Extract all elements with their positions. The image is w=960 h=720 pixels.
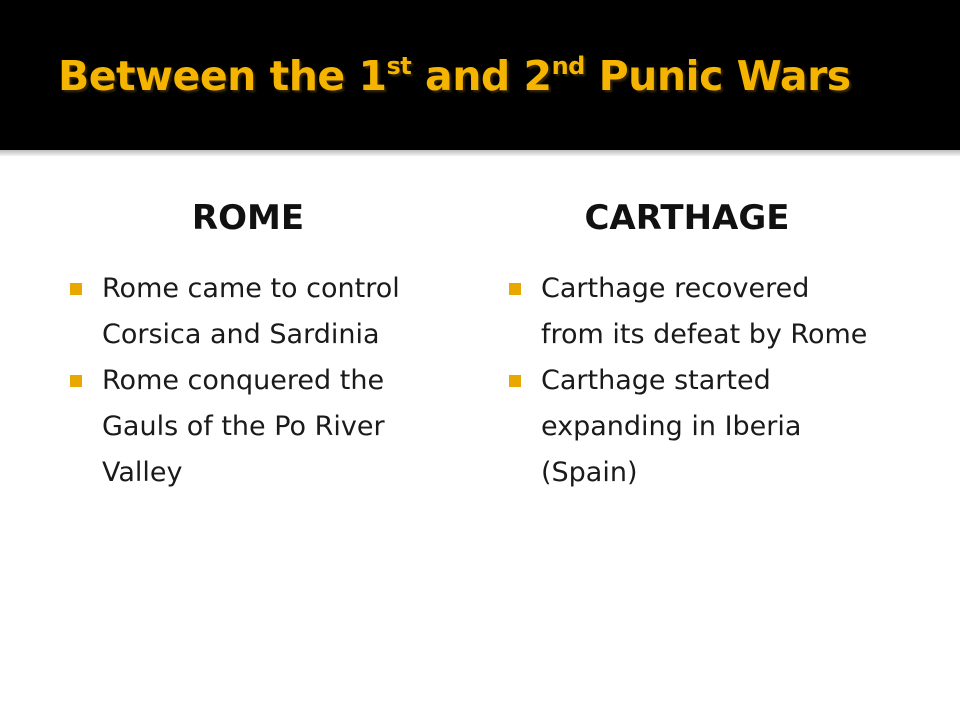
carthage-column: [497, 192, 877, 496]
title-divider: [0, 150, 960, 156]
rome-heading: ROME: [191, 198, 305, 238]
rome-column: [58, 192, 438, 496]
bullet-text: Rome conquered the Gauls of the Po River Valley: [102, 365, 385, 488]
square-bullet-icon: [509, 375, 521, 387]
bullet-text: Carthage recovered from its defeat by Rome: [541, 273, 868, 350]
square-bullet-icon: [70, 283, 82, 295]
rome-bullet-list: [58, 266, 438, 496]
list-item: [497, 266, 877, 358]
title-bar: [0, 0, 960, 150]
square-bullet-icon: [70, 375, 82, 387]
list-item: [58, 358, 438, 496]
square-bullet-icon: [509, 283, 521, 295]
carthage-heading: CARTHAGE: [584, 198, 790, 238]
list-item: [58, 266, 438, 358]
carthage-bullet-list: [497, 266, 877, 496]
list-item: [497, 358, 877, 496]
bullet-text: Carthage started expanding in Iberia (Spain): [541, 365, 802, 488]
bullet-text: Rome came to control Corsica and Sardinia: [102, 273, 400, 350]
slide-title: Between the 1st and 2nd Punic Wars: [58, 52, 851, 100]
